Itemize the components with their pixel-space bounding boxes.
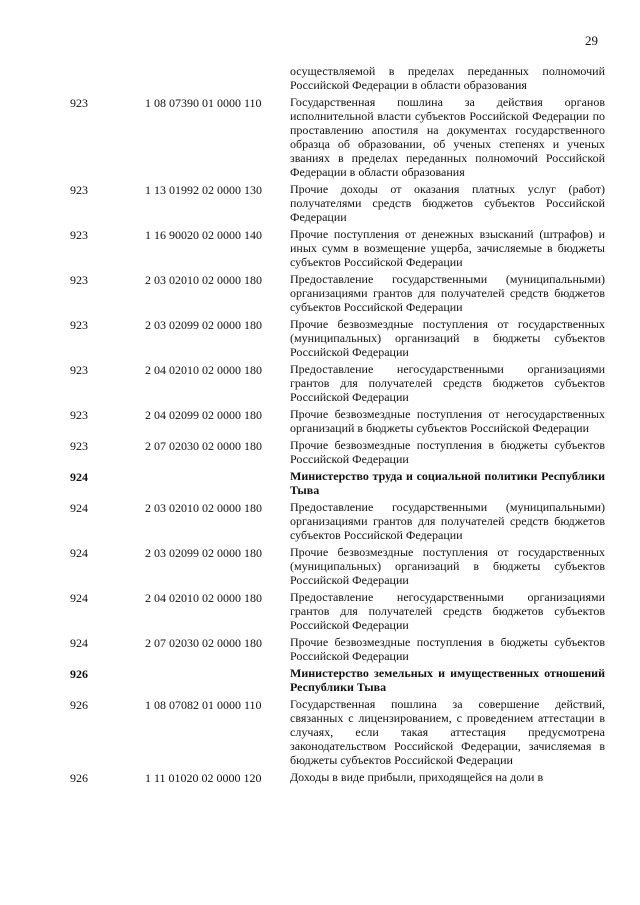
table-row <box>70 95 605 179</box>
administrator-code: 923 <box>70 183 88 197</box>
table-row <box>70 500 605 542</box>
page-number: 29 <box>585 33 598 48</box>
revenue-description: осуществляемой в пределах переданных полномочий Российской Федерации в области образования <box>290 64 605 92</box>
budget-classification-code: 2 03 02010 02 0000 180 <box>145 501 262 515</box>
budget-classification-code: 1 16 90020 02 0000 140 <box>145 228 262 242</box>
administrator-code: 923 <box>70 273 88 287</box>
administrator-code: 924 <box>70 501 88 515</box>
table-row <box>70 64 605 92</box>
table-row <box>70 635 605 663</box>
revenue-description: Прочие безвозмездные поступления в бюджеты субъектов Российской Федерации <box>290 635 605 663</box>
administrator-code: 924 <box>70 546 88 560</box>
budget-classification-code: 1 08 07390 01 0000 110 <box>145 96 262 110</box>
section-header-row <box>70 469 605 497</box>
budget-classification-code: 2 04 02010 02 0000 180 <box>145 591 262 605</box>
budget-classification-code: 2 04 02099 02 0000 180 <box>145 408 262 422</box>
administrator-code: 924 <box>70 636 88 650</box>
table-row <box>70 272 605 314</box>
budget-classification-code: 2 07 02030 02 0000 180 <box>145 439 262 453</box>
revenue-description: Прочие поступления от денежных взысканий (штрафов) и иных сумм в возмещение ущерба, зачисляемые в бюджеты субъектов Российской Федерации <box>290 227 605 269</box>
revenue-description: Доходы в виде прибыли, приходящейся на доли в <box>290 770 544 784</box>
revenue-description: Прочие безвозмездные поступления от негосударственных организаций в бюджеты субъектов Российской Федерации <box>290 407 605 435</box>
administrator-code: 923 <box>70 318 88 332</box>
administrator-code: 923 <box>70 439 88 453</box>
revenue-description: Государственная пошлина за совершение действий, связанных с лицензированием, с проведением аттестации в случаях, если такая аттестация предусмотрена законодательством Российской Федерации, зачисляемая в бюджеты субъектов Российской Федерации <box>290 697 605 767</box>
budget-classification-code: 2 03 02099 02 0000 180 <box>145 318 262 332</box>
budget-classification-code: 2 03 02010 02 0000 180 <box>145 273 262 287</box>
administrator-code: 926 <box>70 667 88 681</box>
revenue-description: Прочие безвозмездные поступления в бюджеты субъектов Российской Федерации <box>290 438 605 466</box>
administrator-code: 923 <box>70 96 88 110</box>
revenue-description: Прочие безвозмездные поступления от государственных (муниципальных) организаций в бюджеты субъектов Российской Федерации <box>290 317 605 359</box>
administrator-code: 926 <box>70 698 88 712</box>
section-title: Министерство труда и социальной политики Республики Тыва <box>290 469 605 497</box>
table-row <box>70 770 605 785</box>
budget-classification-code: 2 07 02030 02 0000 180 <box>145 636 262 650</box>
budget-classification-code: 1 11 01020 02 0000 120 <box>145 771 262 785</box>
administrator-code: 926 <box>70 771 88 785</box>
administrator-code: 923 <box>70 363 88 377</box>
administrator-code: 923 <box>70 228 88 242</box>
budget-classification-code: 1 13 01992 02 0000 130 <box>145 183 262 197</box>
table-row <box>70 590 605 632</box>
revenue-description: Предоставление негосударственными организациями грантов для получателей средств бюджетов субъектов Российской Федерации <box>290 590 605 632</box>
revenue-description: Прочие доходы от оказания платных услуг (работ) получателями средств бюджетов субъектов Российской Федерации <box>290 182 605 224</box>
revenue-codes-table <box>70 64 605 788</box>
revenue-description: Государственная пошлина за действия органов исполнительной власти субъектов Российской Федерации по проставлению апостиля на документах государственного образца об образовании, об ученых степенях и ученых званиях в пределах переданных полномочий Российской Федерации в области образования <box>290 95 605 179</box>
budget-classification-code: 1 08 07082 01 0000 110 <box>145 698 262 712</box>
revenue-description: Предоставление негосударственными организациями грантов для получателей средств бюджетов субъектов Российской Федерации <box>290 362 605 404</box>
administrator-code: 924 <box>70 470 88 484</box>
table-row <box>70 697 605 767</box>
table-row <box>70 407 605 435</box>
table-row <box>70 545 605 587</box>
table-row <box>70 438 605 466</box>
table-row <box>70 317 605 359</box>
budget-classification-code <box>145 469 290 470</box>
revenue-description: Предоставление государственными (муниципальными) организациями грантов для получателей средств бюджетов субъектов Российской Федерации <box>290 272 605 314</box>
section-header-row <box>70 666 605 694</box>
table-row <box>70 227 605 269</box>
table-row <box>70 362 605 404</box>
budget-classification-code: 2 04 02010 02 0000 180 <box>145 363 262 377</box>
revenue-description: Предоставление государственными (муниципальными) организациями грантов для получателей средств бюджетов субъектов Российской Федерации <box>290 500 605 542</box>
revenue-description: Прочие безвозмездные поступления от государственных (муниципальных) организаций в бюджеты субъектов Российской Федерации <box>290 545 605 587</box>
budget-classification-code <box>145 666 290 667</box>
administrator-code: 923 <box>70 408 88 422</box>
administrator-code: 924 <box>70 591 88 605</box>
table-row <box>70 182 605 224</box>
section-title: Министерство земельных и имущественных отношений Республики Тыва <box>290 666 605 694</box>
budget-classification-code: 2 03 02099 02 0000 180 <box>145 546 262 560</box>
